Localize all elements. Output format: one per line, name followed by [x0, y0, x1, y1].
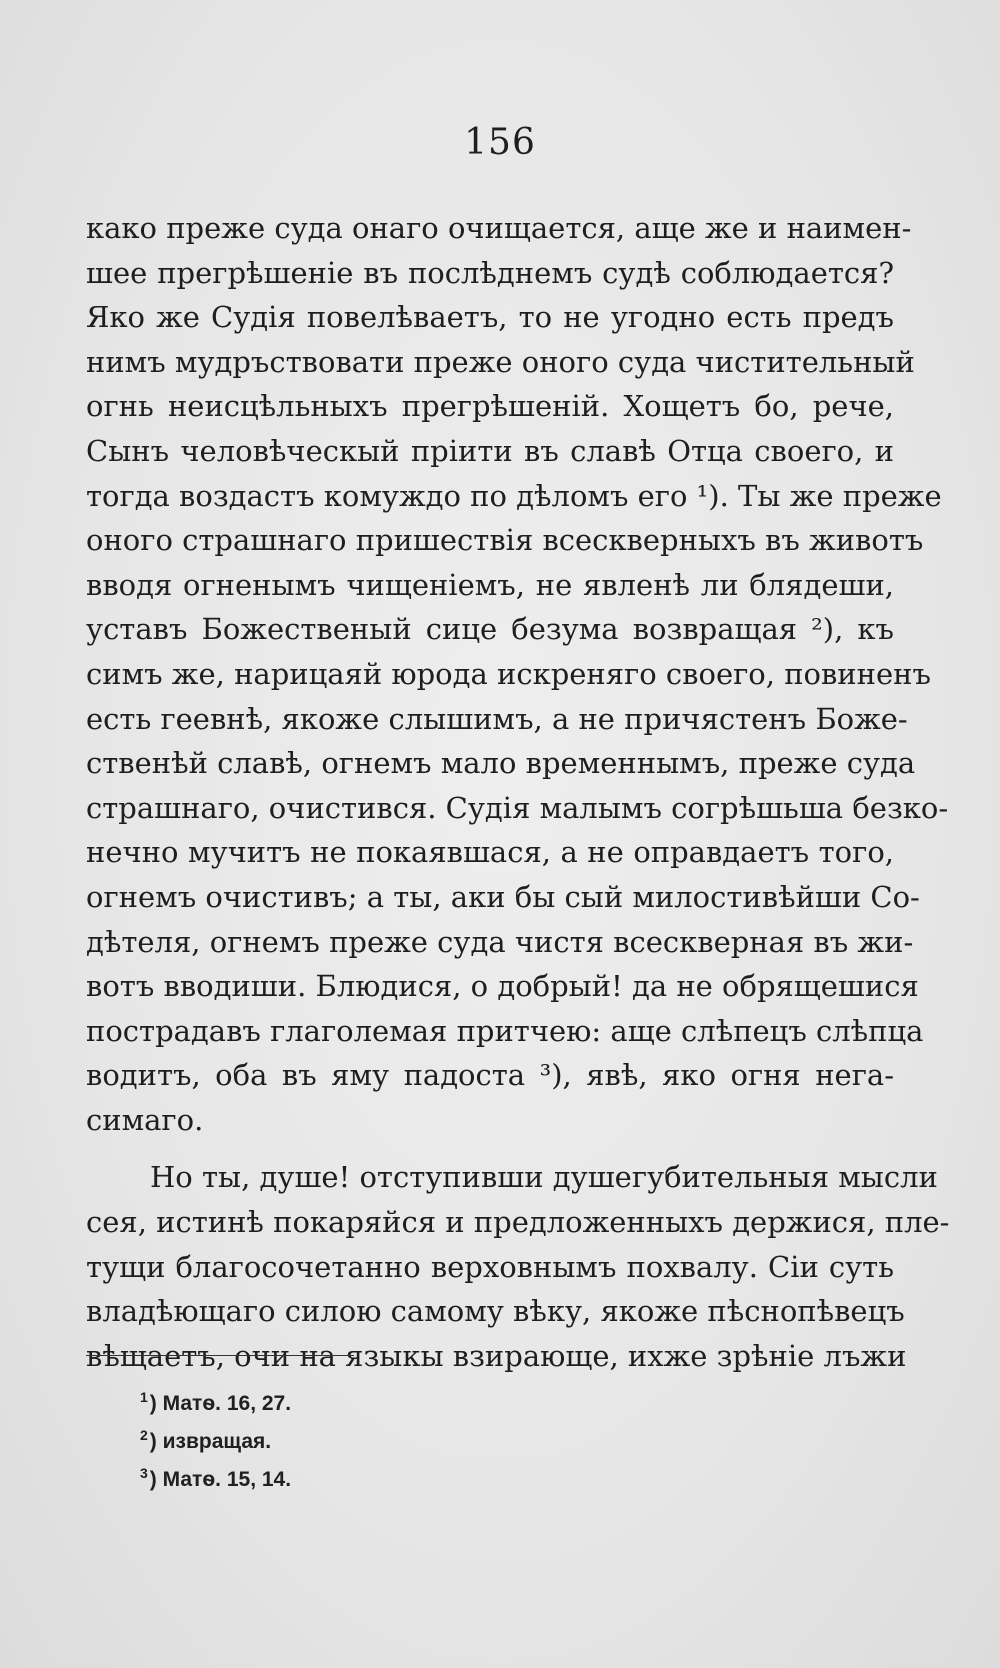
footnote-mark: 2 [140, 1427, 148, 1443]
text-line: огнемъ очистивъ; а ты, аки бы сый милостивѣйши Со- [86, 879, 920, 914]
text-line: владѣющаго силою самому вѣку, якоже пѣснопѣвецъ [86, 1294, 905, 1329]
text-line: есть геевнѣ, якоже слышимъ, а не причястенъ Боже- [86, 701, 908, 736]
text-line: ственѣй славѣ, огнемъ мало временнымъ, преже суда [86, 746, 916, 781]
text-line: тогда воздастъ комуждо по дѣломъ его ¹). Ты же преже [86, 478, 942, 513]
footnote-text: ) Матѳ. 15, 14. [149, 1468, 292, 1491]
footnote-text: ) Матѳ. 16, 27. [149, 1392, 292, 1415]
footnotes [140, 1378, 291, 1492]
text-line: вотъ вводиши. Блюдися, о добрый! да не обрящешися [86, 969, 919, 1004]
paragraph-gap [86, 1142, 894, 1155]
footnote-mark: 3 [140, 1465, 148, 1481]
text-line: вводя огненымъ чищеніемъ, не явленѣ ли блядеши, [86, 567, 894, 602]
text-line: Но ты, душе! отступивши душегубительныя мысли [150, 1160, 938, 1195]
text-line: симаго. [86, 1102, 204, 1137]
text-line: уставъ Божественый сице безума возвращая ²), къ [86, 612, 894, 647]
page-number: 156 [464, 122, 536, 163]
text-line: како преже суда онаго очищается, аще же и наимен- [86, 211, 912, 245]
footnote-item [140, 1416, 291, 1454]
text-line: сея, истинѣ покаряйся и предложенныхъ держися, пле- [86, 1205, 950, 1240]
text-line: тущи благосочетанно верховнымъ похвалу. Сіи суть [86, 1249, 894, 1284]
text-line: водитъ, оба въ яму падоста ³), явѣ, яко огня нега- [86, 1058, 894, 1093]
text-line: вѣщаетъ, очи на языкы взирающе, ихже зрѣніе лъжи [86, 1338, 907, 1373]
text-line: огнь неисцѣльныхъ прегрѣшеній. Хощетъ бо, рече, [86, 389, 894, 424]
text-line: Сынъ человѣческый пріити въ славѣ Отца своего, и [86, 433, 894, 468]
text-line: нимъ мудръствовати преже оного суда чиститeльный [86, 344, 915, 379]
footnote-item [140, 1454, 291, 1492]
text-line: страшнаго, очистився. Судія малымъ согрѣшьша безко- [86, 790, 949, 825]
text-line: пострадавъ глаголемая притчею: аще слѣпецъ слѣпца [86, 1013, 924, 1048]
text-line: шее прегрѣшеніе въ послѣднемъ судѣ соблюдается? [86, 255, 894, 290]
footnote-mark: 1 [140, 1389, 148, 1405]
footnote-item [140, 1378, 291, 1416]
text-line: симъ же, нарицаяй юрода искреняго своего, повиненъ [86, 656, 931, 691]
text-line: нечно мучитъ не покаявшася, а не оправдаетъ того, [86, 835, 894, 870]
text-line: оного страшнаго пришествія всескверныхъ въ животъ [86, 523, 924, 558]
text-line: Яко же Судія повелѣваетъ, то не угодно есть предъ [86, 300, 894, 335]
footnote-text: ) извращая. [149, 1430, 272, 1453]
footnote-divider [86, 1355, 354, 1356]
text-line: дѣтеля, огнемъ преже суда чистя всескверная въ жи- [86, 924, 914, 959]
body-text [86, 206, 950, 1378]
